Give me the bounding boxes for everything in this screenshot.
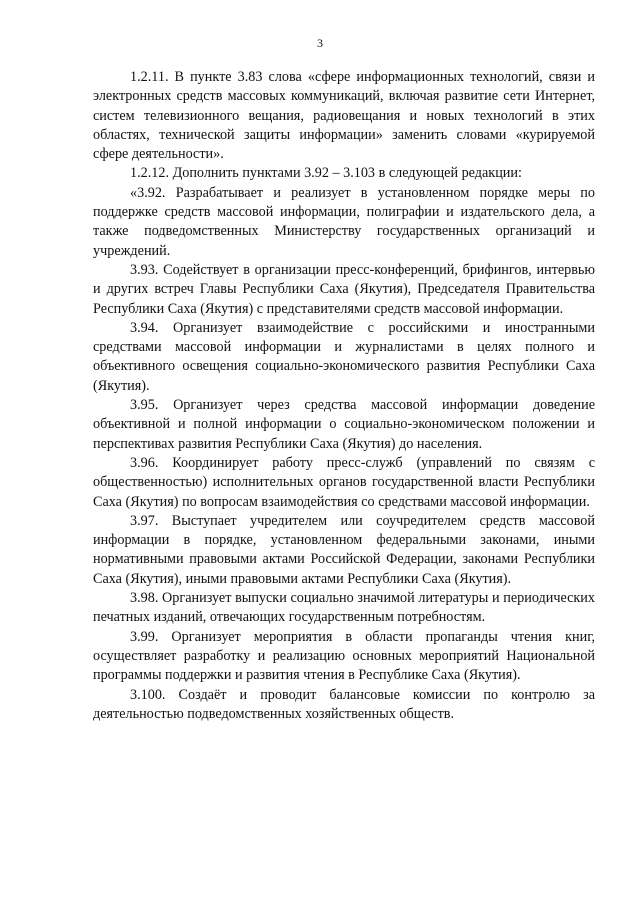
clause-1-2-11: 1.2.11. В пункте 3.83 слова «сфере информационных технологий, связи и электронных средств массовых коммуникаций, включая развитие сети Интернет, систем телевизионного вещания, радиовещания и новых технологий в этих областях, технической защиты информации» заменить словами «курируемой сфере деятельности». (93, 69, 595, 163)
page-number: 3 (317, 36, 323, 50)
clause-3-98: 3.98. Организует выпуски социально значимой литературы и периодических печатных изданий, отвечающих государственным потребностям. (93, 590, 595, 626)
clause-3-100: 3.100. Создаёт и проводит балансовые комиссии по контролю за деятельностью подведомственных хозяйственных обществ. (93, 686, 595, 722)
clause-3-96: 3.96. Координирует работу пресс-служб (управлений по связям с общественностью) исполнительных органов государственной власти Республики Саха (Якутия) по вопросам взаимодействия со средствами массовой информации. (93, 454, 595, 510)
clause-3-93: 3.93. Содействует в организации пресс-конференций, брифингов, интервью и других встреч Главы Республики Саха (Якутия), Председателя Правительства Республики Саха (Якутия) с представителями средств массовой информации. (93, 261, 595, 317)
clause-3-99: 3.99. Организует мероприятия в области пропаганды чтения книг, осуществляет разработку и реализацию основных мероприятий Национальной программы поддержки и развития чтения в Республике Саха (Якутия). (93, 628, 595, 684)
document-body (93, 68, 595, 724)
clause-3-95: 3.95. Организует через средства массовой информации доведение объективной и полной информации о социально-экономическом положении и перспективах развития Республики Саха (Якутия) до населения. (93, 397, 595, 452)
clause-3-94: 3.94. Организует взаимодействие с российскими и иностранными средствами массовой информации и журналистами в целях полного и объективного освещения социально-экономического развития Республики Саха (Якутия). (93, 319, 595, 394)
clause-1-2-12: 1.2.12. Дополнить пунктами 3.92 – 3.103 в следующей редакции: (130, 165, 522, 182)
clause-3-92: «3.92. Разрабатывает и реализует в установленном порядке меры по поддержке средств массовой информации, полиграфии и издательского дела, а также подведомственных Министерству государственных организаций и учреждений. (93, 184, 595, 259)
clause-3-97: 3.97. Выступает учредителем или соучредителем средств массовой информации в порядке, установленном федеральными законами, иными нормативными правовыми актами Российской Федерации, законами Республики Саха (Якутия), иными правовыми актами Республики Саха (Якутия). (93, 512, 595, 587)
